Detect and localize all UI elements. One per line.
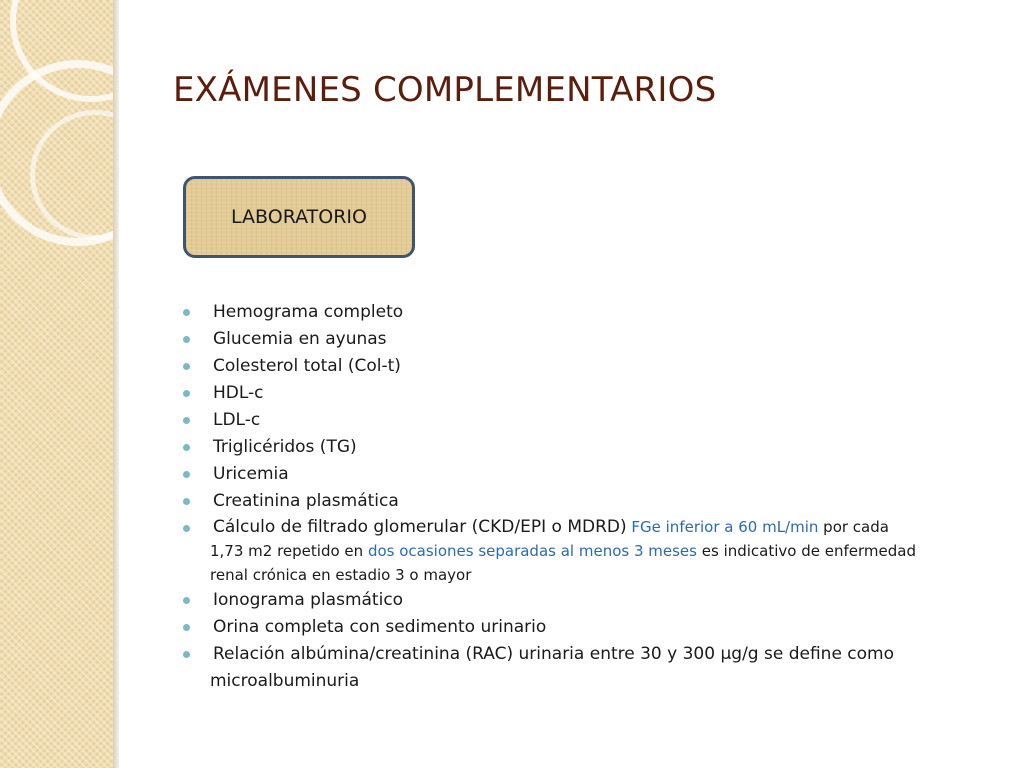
list-item <box>178 614 993 641</box>
list-item-text: Hemograma completo <box>213 302 404 322</box>
list-item-text: LDL-c <box>213 410 261 430</box>
list-item-text: por cada <box>818 518 889 536</box>
list-item <box>178 353 993 380</box>
list-item <box>178 488 993 515</box>
list-item-continuation <box>210 539 993 563</box>
highlight-text: dos ocasiones separadas al menos 3 meses <box>367 542 697 560</box>
list-item <box>178 434 993 461</box>
list-item-text: es indicativo de enfermedad <box>696 542 916 560</box>
list-item <box>178 587 993 614</box>
list-item-filtrado <box>178 515 993 587</box>
list-item-text: Triglicéridos (TG) <box>213 437 357 457</box>
list-item-text: Creatinina plasmática <box>213 491 399 511</box>
highlight-text: FGe inferior a 60 mL/min <box>626 518 819 536</box>
list-item-rac <box>178 641 993 695</box>
list-item <box>178 326 993 353</box>
list-item-text: Glucemia en ayunas <box>213 329 387 349</box>
list-item <box>178 380 993 407</box>
list-item-text: 1,73 m2 repetido en <box>210 542 368 560</box>
list-item-continuation: renal crónica en estadio 3 o mayor <box>210 566 472 584</box>
list-item <box>178 461 993 488</box>
list-item-text: Orina completa con sedimento urinario <box>213 617 547 637</box>
list-item-text: Colesterol total (Col-t) <box>213 356 401 376</box>
decorative-sidebar <box>0 0 113 768</box>
list-item-text: HDL-c <box>213 383 264 403</box>
list-item <box>178 407 993 434</box>
list-item-continuation: microalbuminuria <box>210 671 360 691</box>
list-item-text: Relación albúmina/creatinina (RAC) urinaria entre 30 y 300 µg/g se define como <box>213 644 895 664</box>
lab-tests-list <box>178 299 993 695</box>
list-item-text: Uricemia <box>213 464 289 484</box>
list-item <box>178 299 993 326</box>
laboratorio-box <box>183 176 415 258</box>
list-item-text: Cálculo de filtrado glomerular (CKD/EPI o MDRD) <box>213 517 627 537</box>
laboratorio-label: LABORATORIO <box>231 206 367 228</box>
sidebar-edge <box>113 0 119 768</box>
slide-title: EXÁMENES COMPLEMENTARIOS <box>173 70 717 110</box>
list-item-text: Ionograma plasmático <box>213 590 404 610</box>
